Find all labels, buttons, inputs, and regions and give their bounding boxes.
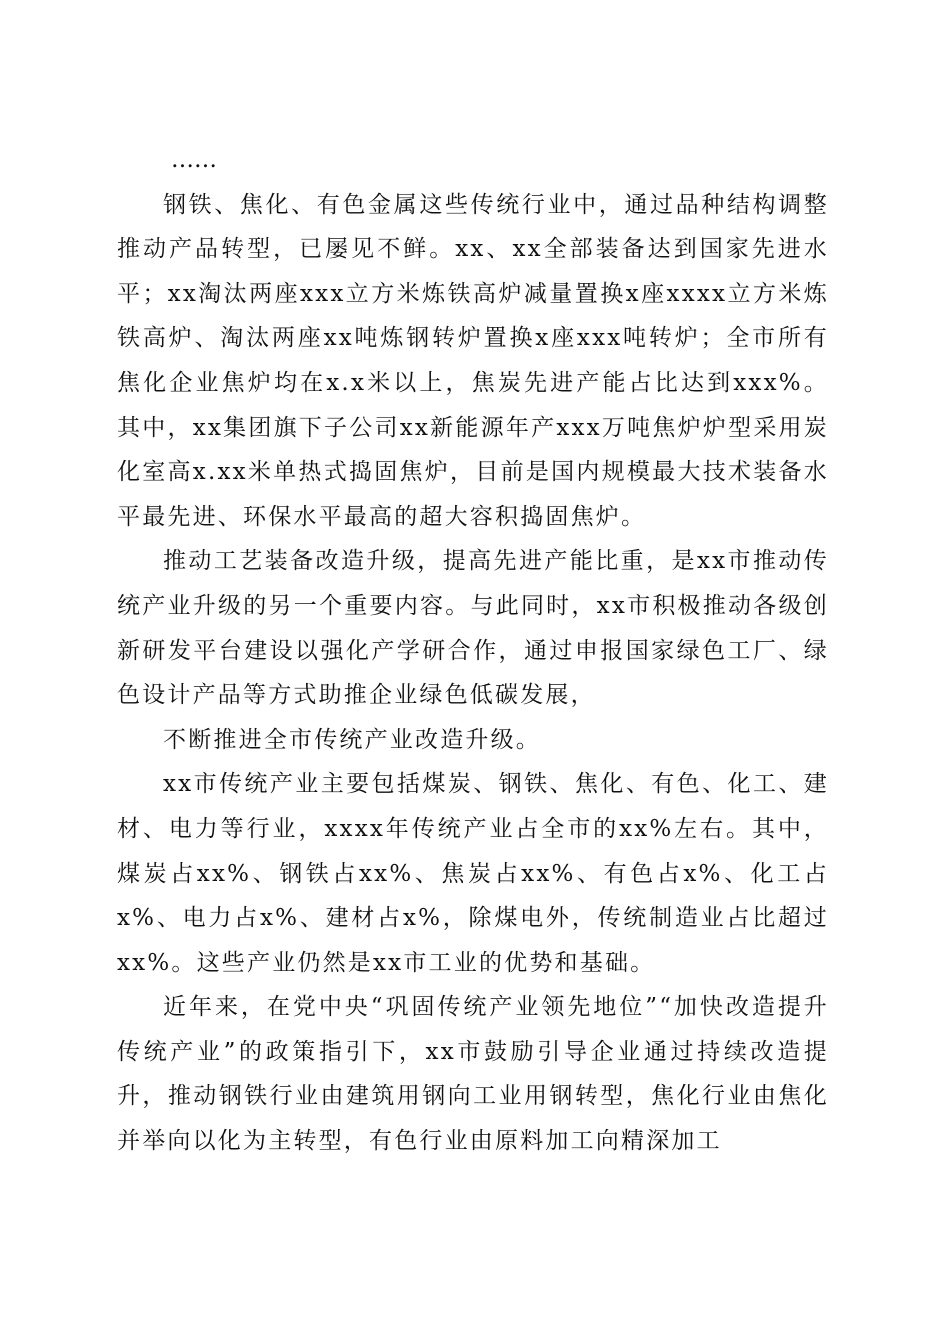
paragraph-3: 不断推进全市传统产业改造升级。: [163, 726, 541, 753]
document-body: [117, 138, 829, 1164]
paragraph-4: xx市传统产业主要包括煤炭、钢铁、焦化、有色、化工、建材、电力等行业，xxxx年传统产业占全市的xx%左右。其中，煤炭占xx%、钢铁占xx%、焦炭占xx%、有色占x%、化工占x%、电力占x%、建材占x%，除煤电外，传统制造业占比超过xx%。这些产业仍然是xx市工业的优势和基础。: [117, 771, 829, 976]
paragraph-1: 钢铁、焦化、有色金属这些传统行业中，通过品种结构调整推动产品转型，已屡见不鲜。xx、xx全部装备达到国家先进水平；xx淘汰两座xxx立方米炼铁高炉减量置换x座xxxx立方米炼铁高炉、淘汰两座xx吨炼钢转炉置换x座xxx吨转炉；全市所有焦化企业焦炉均在x.x米以上，焦炭先进产能占比达到xxx%。其中，xx集团旗下子公司xx新能源年产xxx万吨焦炉炉型采用炭化室高x.xx米单热式捣固焦炉，目前是国内规模最大技术装备水平最先进、环保水平最高的超大容积捣固焦炉。: [117, 191, 829, 530]
paragraph-5: 近年来，在党中央“巩固传统产业领先地位”“加快改造提升传统产业”的政策指引下，xx市鼓励引导企业通过持续改造提升，推动钢铁行业由建筑用钢向工业用钢转型，焦化行业由焦化并举向以化为主转型，有色行业由原料加工向精深加工: [117, 994, 829, 1155]
paragraph-2: 推动工艺装备改造升级，提高先进产能比重，是xx市推动传统产业升级的另一个重要内容。与此同时，xx市积极推动各级创新研发平台建设以强化产学研合作，通过申报国家绿色工厂、绿色设计产品等方式助推企业绿色低碳发展，: [117, 548, 829, 709]
ellipsis-line: ……: [171, 147, 217, 173]
